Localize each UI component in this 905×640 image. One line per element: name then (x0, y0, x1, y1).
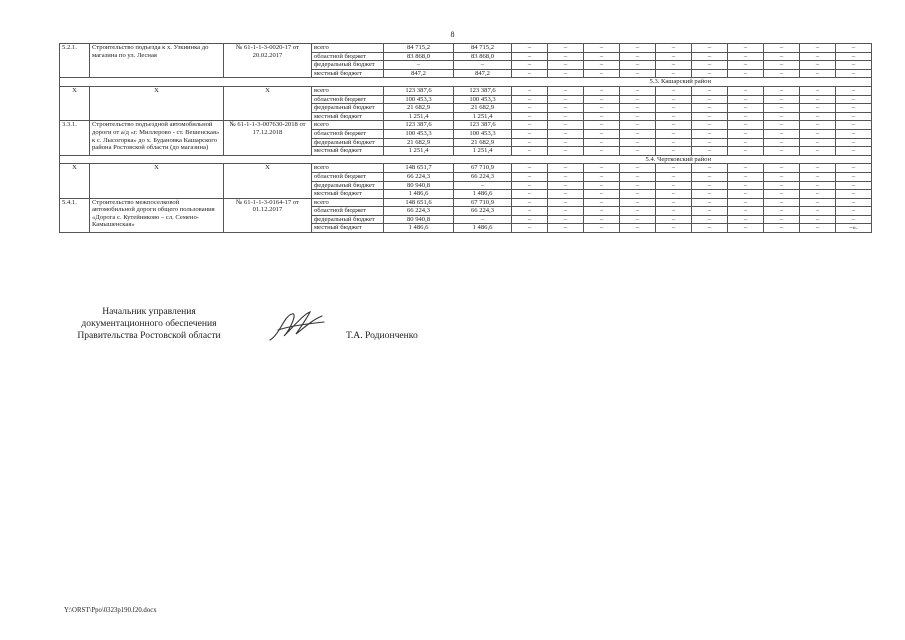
empty-value-cell: – (692, 69, 728, 78)
funding-source: всего (312, 44, 384, 53)
signature-title (64, 306, 234, 342)
empty-value-cell: – (620, 138, 656, 147)
empty-value-cell: – (584, 215, 620, 224)
year-amount: 1 486,6 (454, 224, 512, 233)
total-amount: 123 387,6 (384, 121, 454, 130)
empty-value-cell: – (836, 164, 872, 173)
empty-value-cell: – (512, 69, 548, 78)
empty-value-cell: – (800, 112, 836, 121)
total-amount: 123 387,6 (384, 86, 454, 95)
empty-value-cell: – (620, 44, 656, 53)
total-amount: 66 224,3 (384, 207, 454, 216)
empty-value-cell: – (512, 95, 548, 104)
empty-value-cell: – (692, 172, 728, 181)
funding-source: местный бюджет (312, 224, 384, 233)
funding-source: всего (312, 86, 384, 95)
year-amount: 1 251,4 (454, 147, 512, 156)
total-amount: 100 453,3 (384, 95, 454, 104)
empty-value-cell: – (584, 104, 620, 113)
district-label: 5.4. Чертковский район (60, 155, 872, 164)
year-amount: 100 453,3 (454, 129, 512, 138)
year-amount: 123 387,6 (454, 121, 512, 130)
empty-value-cell: – (512, 104, 548, 113)
empty-value-cell: – (656, 138, 692, 147)
empty-value-cell: – (620, 181, 656, 190)
empty-value-cell: – (692, 181, 728, 190)
year-amount: – (454, 181, 512, 190)
funding-source: областной бюджет (312, 52, 384, 61)
empty-value-cell: – (764, 52, 800, 61)
empty-value-cell: – (512, 224, 548, 233)
empty-value-cell: – (656, 164, 692, 173)
funding-source: областной бюджет (312, 172, 384, 181)
empty-value-cell: – (548, 198, 584, 207)
empty-value-cell: – (692, 129, 728, 138)
empty-value-cell: – (620, 129, 656, 138)
total-amount: 66 224,3 (384, 172, 454, 181)
table-row (60, 198, 872, 207)
empty-value-cell: – (656, 190, 692, 199)
empty-value-cell: – (512, 138, 548, 147)
empty-value-cell: – (800, 129, 836, 138)
empty-value-cell: – (620, 215, 656, 224)
total-amount: 847,2 (384, 69, 454, 78)
funding-source: федеральный бюджет (312, 138, 384, 147)
empty-value-cell: – (620, 198, 656, 207)
empty-value-cell: – (512, 181, 548, 190)
funding-source: федеральный бюджет (312, 181, 384, 190)
object-name: Строительство подъездной автомобильной дороги от а/д «г. Миллерово - ст. Вешенская» к с. Лысогорка» до х. Будановка Кашарского района Ростовской области (до магазина) (90, 121, 224, 155)
total-amount: 21 682,9 (384, 138, 454, 147)
year-amount: 84 715,2 (454, 44, 512, 53)
signature-title-line: Правительства Ростовской области (77, 330, 221, 341)
year-amount: 21 682,9 (454, 138, 512, 147)
funding-source: областной бюджет (312, 207, 384, 216)
empty-value-cell: – (728, 121, 764, 130)
funding-source: всего (312, 164, 384, 173)
empty-value-cell: – (692, 95, 728, 104)
district-header-row (60, 78, 872, 87)
empty-value-cell: – (764, 215, 800, 224)
empty-value-cell: –». (836, 224, 872, 233)
empty-value-cell: – (548, 190, 584, 199)
empty-value-cell: – (764, 69, 800, 78)
table-row (60, 44, 872, 53)
empty-value-cell: – (692, 104, 728, 113)
funding-source: местный бюджет (312, 112, 384, 121)
empty-value-cell: – (764, 172, 800, 181)
empty-value-cell: – (584, 61, 620, 70)
year-amount: – (454, 61, 512, 70)
empty-value-cell: – (548, 104, 584, 113)
empty-value-cell: – (800, 104, 836, 113)
empty-value-cell: – (764, 44, 800, 53)
empty-value-cell: – (692, 86, 728, 95)
empty-value-cell: – (800, 86, 836, 95)
total-amount: 1 486,6 (384, 190, 454, 199)
empty-value-cell: – (692, 44, 728, 53)
expertise-conclusion: Х (224, 86, 312, 120)
empty-value-cell: – (584, 129, 620, 138)
table-row (60, 121, 872, 130)
object-name: Х (90, 164, 224, 198)
empty-value-cell: – (728, 129, 764, 138)
empty-value-cell: – (836, 104, 872, 113)
funding-source: местный бюджет (312, 69, 384, 78)
year-amount: 66 224,3 (454, 207, 512, 216)
empty-value-cell: – (800, 198, 836, 207)
funding-source: федеральный бюджет (312, 104, 384, 113)
empty-value-cell: – (692, 198, 728, 207)
empty-value-cell: – (692, 121, 728, 130)
empty-value-cell: – (512, 207, 548, 216)
empty-value-cell: – (728, 112, 764, 121)
empty-value-cell: – (800, 224, 836, 233)
empty-value-cell: – (584, 112, 620, 121)
empty-value-cell: – (584, 69, 620, 78)
empty-value-cell: – (620, 61, 656, 70)
object-name: Строительство межпоселковой автомобильной дороги общего пользования «Дорога с. Кутейниково – сл. Семено-Камышенская» (90, 198, 224, 232)
year-amount: 1 251,4 (454, 112, 512, 121)
item-number: Х (60, 164, 90, 198)
empty-value-cell: – (728, 104, 764, 113)
empty-value-cell: – (764, 129, 800, 138)
empty-value-cell: – (548, 86, 584, 95)
empty-value-cell: – (548, 215, 584, 224)
empty-value-cell: – (620, 207, 656, 216)
funding-source: всего (312, 198, 384, 207)
year-amount: 123 387,6 (454, 86, 512, 95)
empty-value-cell: – (836, 86, 872, 95)
year-amount: – (454, 215, 512, 224)
empty-value-cell: – (836, 112, 872, 121)
empty-value-cell: – (656, 224, 692, 233)
empty-value-cell: – (656, 112, 692, 121)
funding-source: областной бюджет (312, 129, 384, 138)
signatory-name: Т.А. Родионченко (346, 330, 418, 341)
empty-value-cell: – (728, 95, 764, 104)
empty-value-cell: – (800, 61, 836, 70)
empty-value-cell: – (692, 164, 728, 173)
empty-value-cell: – (800, 138, 836, 147)
table-row (60, 164, 872, 173)
empty-value-cell: – (548, 224, 584, 233)
expertise-conclusion: № 61-1-1-3-0164-17 от 01.12.2017 (224, 198, 312, 232)
empty-value-cell: – (800, 52, 836, 61)
empty-value-cell: – (548, 207, 584, 216)
district-label: 5.3. Кашарский район (60, 78, 872, 87)
empty-value-cell: – (548, 44, 584, 53)
empty-value-cell: – (548, 172, 584, 181)
empty-value-cell: – (656, 198, 692, 207)
empty-value-cell: – (800, 164, 836, 173)
empty-value-cell: – (800, 181, 836, 190)
empty-value-cell: – (728, 190, 764, 199)
budget-table (59, 43, 872, 233)
total-amount: 100 453,3 (384, 129, 454, 138)
signature-title-line: документационного обеспечения (81, 318, 217, 329)
empty-value-cell: – (764, 95, 800, 104)
empty-value-cell: – (800, 190, 836, 199)
empty-value-cell: – (764, 224, 800, 233)
year-amount: 67 710,9 (454, 198, 512, 207)
empty-value-cell: – (620, 104, 656, 113)
empty-value-cell: – (548, 52, 584, 61)
empty-value-cell: – (728, 198, 764, 207)
funding-source: местный бюджет (312, 190, 384, 199)
empty-value-cell: – (692, 207, 728, 216)
empty-value-cell: – (692, 52, 728, 61)
empty-value-cell: – (728, 215, 764, 224)
empty-value-cell: – (836, 207, 872, 216)
empty-value-cell: – (728, 207, 764, 216)
empty-value-cell: – (656, 215, 692, 224)
empty-value-cell: – (512, 198, 548, 207)
empty-value-cell: – (836, 138, 872, 147)
empty-value-cell: – (620, 164, 656, 173)
empty-value-cell: – (656, 95, 692, 104)
empty-value-cell: – (584, 198, 620, 207)
empty-value-cell: – (692, 61, 728, 70)
empty-value-cell: – (800, 215, 836, 224)
empty-value-cell: – (764, 181, 800, 190)
file-path: Y:\ORST\Ppo\0323p190.f20.docx (64, 607, 157, 614)
empty-value-cell: – (620, 190, 656, 199)
empty-value-cell: – (548, 164, 584, 173)
funding-source: федеральный бюджет (312, 215, 384, 224)
page-number: 8 (450, 30, 455, 39)
empty-value-cell: – (764, 147, 800, 156)
empty-value-cell: – (728, 138, 764, 147)
empty-value-cell: – (728, 181, 764, 190)
empty-value-cell: – (692, 138, 728, 147)
empty-value-cell: – (728, 164, 764, 173)
expertise-conclusion: Х (224, 164, 312, 198)
empty-value-cell: – (584, 172, 620, 181)
empty-value-cell: – (656, 129, 692, 138)
empty-value-cell: – (512, 52, 548, 61)
empty-value-cell: – (548, 69, 584, 78)
empty-value-cell: – (548, 147, 584, 156)
total-amount: 80 940,8 (384, 181, 454, 190)
empty-value-cell: – (584, 147, 620, 156)
empty-value-cell: – (584, 95, 620, 104)
empty-value-cell: – (620, 95, 656, 104)
empty-value-cell: – (656, 86, 692, 95)
empty-value-cell: – (548, 61, 584, 70)
object-name: Строительство подъезда к х. Узкиинка до магазина по ул. Лесная (90, 44, 224, 78)
empty-value-cell: – (836, 52, 872, 61)
expertise-conclusion: № 61-1-1-3-007630-2018 от 17.12.2018 (224, 121, 312, 155)
empty-value-cell: – (836, 172, 872, 181)
empty-value-cell: – (836, 147, 872, 156)
object-name: Х (90, 86, 224, 120)
item-number: 5.2.1. (60, 44, 90, 78)
empty-value-cell: – (512, 172, 548, 181)
funding-source: федеральный бюджет (312, 61, 384, 70)
empty-value-cell: – (512, 190, 548, 199)
empty-value-cell: – (584, 52, 620, 61)
empty-value-cell: – (656, 69, 692, 78)
empty-value-cell: – (728, 61, 764, 70)
empty-value-cell: – (656, 172, 692, 181)
empty-value-cell: – (692, 112, 728, 121)
empty-value-cell: – (728, 224, 764, 233)
empty-value-cell: – (836, 190, 872, 199)
empty-value-cell: – (692, 190, 728, 199)
empty-value-cell: – (512, 164, 548, 173)
empty-value-cell: – (620, 172, 656, 181)
empty-value-cell: – (764, 190, 800, 199)
empty-value-cell: – (656, 181, 692, 190)
empty-value-cell: – (836, 129, 872, 138)
empty-value-cell: – (764, 86, 800, 95)
empty-value-cell: – (584, 224, 620, 233)
total-amount: 148 651,6 (384, 198, 454, 207)
funding-source: местный бюджет (312, 147, 384, 156)
empty-value-cell: – (692, 147, 728, 156)
empty-value-cell: – (728, 86, 764, 95)
table-row (60, 86, 872, 95)
empty-value-cell: – (548, 121, 584, 130)
empty-value-cell: – (728, 172, 764, 181)
empty-value-cell: – (836, 44, 872, 53)
empty-value-cell: – (728, 147, 764, 156)
empty-value-cell: – (728, 44, 764, 53)
empty-value-cell: – (584, 86, 620, 95)
signature-title-line: Начальник управления (102, 306, 196, 317)
empty-value-cell: – (620, 147, 656, 156)
empty-value-cell: – (584, 164, 620, 173)
empty-value-cell: – (800, 95, 836, 104)
empty-value-cell: – (548, 129, 584, 138)
empty-value-cell: – (728, 69, 764, 78)
empty-value-cell: – (728, 52, 764, 61)
empty-value-cell: – (512, 112, 548, 121)
empty-value-cell: – (800, 147, 836, 156)
empty-value-cell: – (548, 112, 584, 121)
empty-value-cell: – (512, 61, 548, 70)
year-amount: 100 453,3 (454, 95, 512, 104)
empty-value-cell: – (584, 138, 620, 147)
item-number: 5.4.1. (60, 198, 90, 232)
empty-value-cell: – (656, 61, 692, 70)
total-amount: 84 715,2 (384, 44, 454, 53)
total-amount: 1 486,6 (384, 224, 454, 233)
empty-value-cell: – (692, 215, 728, 224)
empty-value-cell: – (836, 215, 872, 224)
handwritten-signature (266, 306, 328, 346)
empty-value-cell: – (512, 129, 548, 138)
empty-value-cell: – (656, 104, 692, 113)
empty-value-cell: – (836, 121, 872, 130)
empty-value-cell: – (800, 44, 836, 53)
total-amount: 83 868,0 (384, 52, 454, 61)
empty-value-cell: – (692, 224, 728, 233)
empty-value-cell: – (836, 61, 872, 70)
empty-value-cell: – (836, 181, 872, 190)
empty-value-cell: – (656, 207, 692, 216)
empty-value-cell: – (620, 52, 656, 61)
district-header-row (60, 155, 872, 164)
empty-value-cell: – (836, 95, 872, 104)
total-amount: 80 940,8 (384, 215, 454, 224)
empty-value-cell: – (764, 121, 800, 130)
total-amount: 21 682,9 (384, 104, 454, 113)
item-number: Х (60, 86, 90, 120)
empty-value-cell: – (620, 86, 656, 95)
empty-value-cell: – (800, 121, 836, 130)
year-amount: 67 710,9 (454, 164, 512, 173)
funding-source: областной бюджет (312, 95, 384, 104)
empty-value-cell: – (656, 121, 692, 130)
empty-value-cell: – (656, 52, 692, 61)
empty-value-cell: – (620, 224, 656, 233)
item-number: 3.3.1. (60, 121, 90, 155)
empty-value-cell: – (764, 164, 800, 173)
empty-value-cell: – (800, 69, 836, 78)
empty-value-cell: – (800, 172, 836, 181)
empty-value-cell: – (620, 69, 656, 78)
total-amount: 1 251,4 (384, 147, 454, 156)
empty-value-cell: – (764, 207, 800, 216)
empty-value-cell: – (512, 44, 548, 53)
empty-value-cell: – (836, 198, 872, 207)
total-amount: 1 251,4 (384, 112, 454, 121)
empty-value-cell: – (764, 112, 800, 121)
year-amount: 83 868,0 (454, 52, 512, 61)
empty-value-cell: – (764, 104, 800, 113)
empty-value-cell: – (512, 121, 548, 130)
empty-value-cell: – (764, 61, 800, 70)
year-amount: 21 682,9 (454, 104, 512, 113)
empty-value-cell: – (548, 95, 584, 104)
year-amount: 847,2 (454, 69, 512, 78)
expertise-conclusion: № 61-1-1-3-0020-17 от 20.02.2017 (224, 44, 312, 78)
year-amount: 66 224,3 (454, 172, 512, 181)
empty-value-cell: – (800, 207, 836, 216)
empty-value-cell: – (584, 181, 620, 190)
empty-value-cell: – (656, 44, 692, 53)
empty-value-cell: – (620, 121, 656, 130)
empty-value-cell: – (548, 181, 584, 190)
empty-value-cell: – (584, 44, 620, 53)
empty-value-cell: – (584, 207, 620, 216)
empty-value-cell: – (548, 138, 584, 147)
empty-value-cell: – (512, 86, 548, 95)
empty-value-cell: – (656, 147, 692, 156)
empty-value-cell: – (512, 215, 548, 224)
year-amount: 1 486,6 (454, 190, 512, 199)
empty-value-cell: – (584, 121, 620, 130)
empty-value-cell: – (512, 147, 548, 156)
empty-value-cell: – (620, 112, 656, 121)
total-amount: 148 651,7 (384, 164, 454, 173)
empty-value-cell: – (764, 198, 800, 207)
empty-value-cell: – (764, 138, 800, 147)
funding-source: всего (312, 121, 384, 130)
empty-value-cell: – (584, 190, 620, 199)
total-amount: – (384, 61, 454, 70)
empty-value-cell: – (836, 69, 872, 78)
